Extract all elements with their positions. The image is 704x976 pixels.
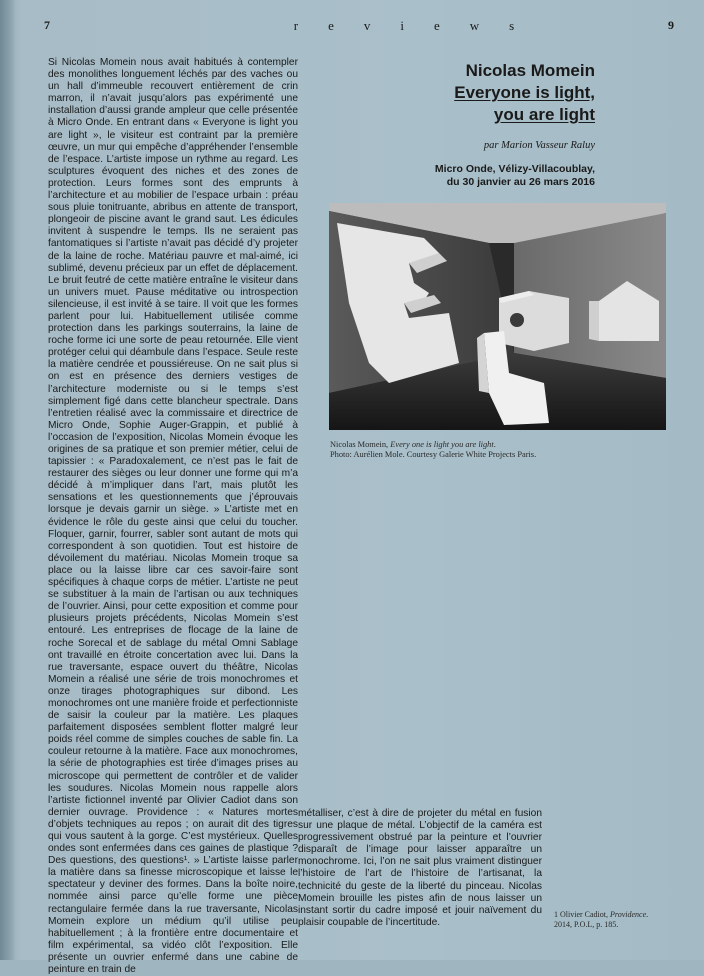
article-body-right-column — [298, 808, 542, 929]
exhibition-title-line1: Everyone is light, — [454, 83, 595, 102]
author-byline: par Marion Vasseur Raluy — [483, 140, 595, 151]
caption-period: . — [493, 440, 496, 449]
caption-artist: Nicolas Momein, — [330, 440, 391, 449]
footnote-reference: . 2014, P.O.L, p. 185. — [554, 910, 649, 929]
article-title-block — [400, 60, 595, 189]
footnote — [554, 910, 654, 930]
footnote-author: Olivier Cadiot, — [560, 910, 610, 919]
article-body-left-column — [48, 57, 298, 976]
venue-dates: du 30 janvier au 26 mars 2016 — [446, 176, 595, 188]
page-number-left: 7 — [44, 18, 50, 32]
page-spine — [0, 0, 14, 960]
page-number-right: 9 — [668, 18, 674, 32]
article-body-right-text: métalliser, c’est à dire de projeter du métal en fusion sur une plaque de métal. L’objectif de la caméra est progressivement obstrué par la peinture et l’ouvrier disparaît de l’image pour laisser apparaître un monochrome. Ici, l’on ne sait plus vraiment distinguer l’histoire de l’art de l’histoire de l’artisanat, la technicité du geste de la liberté du pinceau. Nicolas Momein brouille les pistes afin de nous laisser un instant sortir du cadre imposé et jouir naïvement du plaisir coupable de l’incertitude. — [298, 808, 542, 928]
caption-work-title: Every one is light you are light — [390, 440, 494, 449]
caption-credit: Photo: Aurélien Mole. Courtesy Galerie White Projects Paris. — [330, 450, 537, 459]
page-header — [44, 18, 674, 36]
running-title: reviews — [293, 18, 545, 33]
installation-photo — [329, 203, 666, 430]
footnote-marker: 1 — [554, 910, 560, 919]
footnote-title: Providence — [610, 910, 647, 919]
article-body-left-text: Si Nicolas Momein nous avait habitués à contempler des monolithes longuement léchés par des vaches ou un hall d’immeuble recouvert entièrement de crin marron, il n’avait jusqu’alors pas expérimenté une installation d’aussi grande ampleur que celle présentée à Micro Onde. En entrant dans « Everyone is light you are light », le visiteur est contraint par la première œuvre, un mur qui empêche d’appréhender l’ensemble de l’espace. L’artiste impose un rythme au regard. Les sculptures évoquent des niches et des zones de protection. Leurs formes sont des emprunts à l’architecture et au mobilier de l’espace urbain : préau sous pluie tonitruante, abribus en attente de transport, plongeoir de piscine avant le grand saut. Les édicules invitent à suspendre le temps. Ils ne seraient pas fantomatiques si l’artiste n’avait pas décidé d’y projeter de la laine de roche. Matériau pauvre et mal-aimé, ici sublimé, devenu précieux par un effet de déplacement. Le bruit feutré de cette matière entraîne le visiteur dans un univers muet. Pause méditative ou introspection silencieuse, il est invité à se taire. Il voit que les formes parlent pour lui. Habituellement utilisée comme protection dans les parkings souterrains, la laine de roche forme ici une sorte de peau retournée. Elle vient protéger celui qui déambule dans l’espace. Seule reste la matière cendrée et poussiéreuse. On ne sait plus si on est en présence des derniers vestiges de l’architecture moderniste ou si le temps s’est simplement figé dans cette blancheur spectrale. Dans l’entretien réalisé avec la commissaire et directrice de Micro Onde, Sophie Auger-Grappin, et publié à l’occasion de l’exposition, Nicolas Momein évoque les origines de sa pratique et son premier métier, celui de tapissier : « Paradoxalement, ce n’est pas le fait de restaurer des sièges ou leur donner une forme qui m’a décidé à m’impliquer dans l’art, mais plutôt les sensations et les questionnements que j’éprouvais lorsque je devais garnir un siège. » L’artiste met en évidence le rôle du geste ainsi que celui du toucher. Floquer, garnir, fourrer, sabler sont autant de mots qui correspondent à son quotidien. Tout est histoire de dévoilement du matériau. Nicolas Momein troque sa place ou la laisse libre car ces savoir-faire sont spécifiques à chaque corps de métier. L’artiste ne peut se substituer à la main de l’artisan ou aux techniques de l’ouvrier. Ainsi, pour cette exposition et comme pour plusieurs projets précédents, Nicolas Momein s’est entouré. Les entreprises de flocage de la laine de roche Sorecal et de sablage du métal Omni Sablage ont travaillé en étroite concertation avec lui. Dans la rue traversante, espace ouvert du théâtre, Nicolas Momein a réalisé une série de trois monochromes et onze tirages photographiques sur dibond. Les monochromes ont une manière froide et perfectionniste de saisir la couleur par la matière. Les plaques parfaitement disposées semblent flotter malgré leur poids réel comme de simples couches de sable fin. La couleur retourne à la matière. Face aux monochromes, la série de photographies est tirée d’images prises au microscope qui permettent de contrôler et de valider les soudures. Nicolas Momein nous rappelle alors l’artiste fictionnel inventé par Olivier Cadiot dans son dernier ouvrage. Providence : « Natures mortes d’objets techniques au repos ; on aurait dit des tigres qui vous sautent à la gorge. C’est mystérieux. Quelles ondes sont enfermées dans ces gaines de plastique ? Des questions, des questions¹. » L’artiste laisse parler la matière dans sa finesse microscopique et laisse le spectateur y deviner des formes. Dans la boîte noire, nommée ainsi parce qu’elle forme une pièce rectangulaire fermée dans la rue traversante, Nicolas Momein explore un médium qu’il utilise peu habituellement ; à la frontière entre documentaire et film expérimental, sa vidéo clôt l’exposition. Elle présente un ouvrier enfermé dans une cabine de peinture en train de — [48, 57, 298, 976]
artist-name: Nicolas Momein — [465, 61, 595, 80]
photo-caption — [330, 440, 660, 460]
venue-line1: Micro Onde, Vélizy-Villacoublay, — [434, 163, 595, 175]
installation-photo-image — [329, 203, 666, 430]
exhibition-title-line2: you are light — [493, 105, 595, 124]
